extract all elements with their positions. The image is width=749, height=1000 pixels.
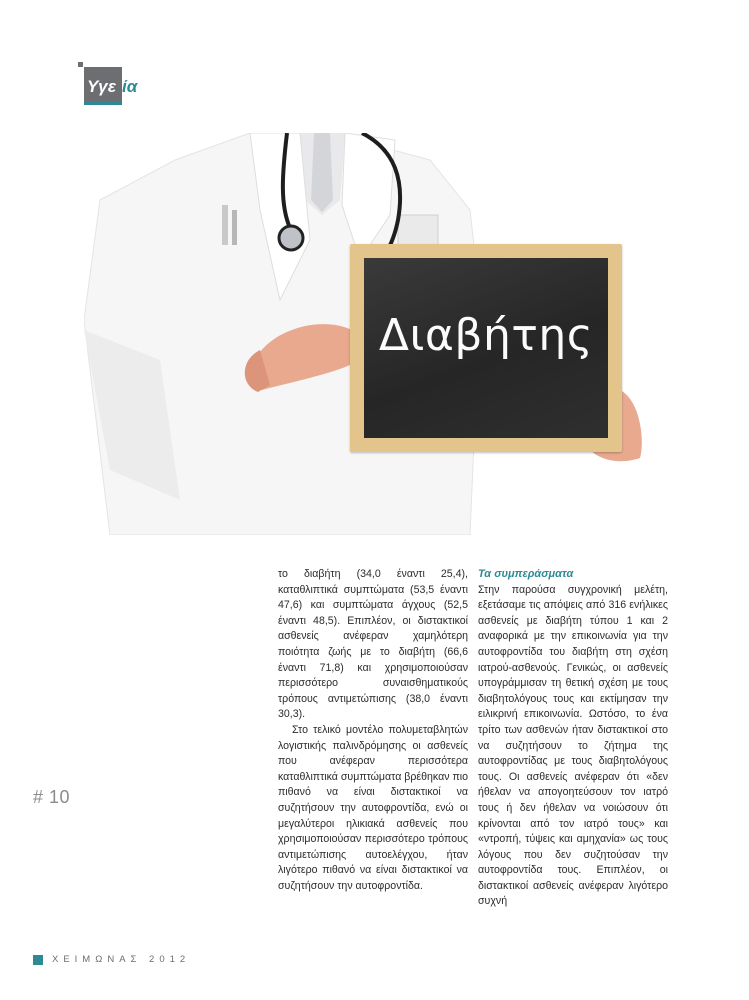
section-tag-tail: ία xyxy=(122,77,138,96)
footer-marker-square xyxy=(33,955,43,965)
section-tag: Υγε xyxy=(87,77,117,96)
article-column-1 xyxy=(278,567,468,894)
section-heading-conclusions: Τα συμπεράσματα xyxy=(478,568,574,580)
page-number: # 10 xyxy=(33,787,71,807)
footer-issue: ΧΕΙΜΩΝΑΣ 2012 xyxy=(52,954,191,965)
section-rule xyxy=(84,101,122,105)
column1-paragraph-1: το διαβήτη (34,0 έναντι 25,4), καταθλιπτικά συμπτώματα (53,5 έναντι 47,6) και συμπτώματα άγχους (52,5 έναντι 48,5). Επιπλέον, οι διστακτικοί ασθενείς ανέφεραν χαμηλότερη ποιότητα ζωής με το διαβήτη (66,6 έναντι 71,8) και χρησιμοποιούσαν περισσότερο συναισθηματικούς τρόπους αντιμετώπισης (38,0 έναντι 30,3). xyxy=(278,568,468,721)
column2-paragraph-1: Στην παρούσα συγχρονική μελέτη, εξετάσαμε τις απόψεις από 316 ενήλικες ασθενείς με διαβήτη τύπου 1 και 2 αναφορικά με την επικοινωνία για την αυτοφροντίδα του διαβήτη στη σχέση ιατρού-ασθενούς. Γενικώς, οι ασθενείς υπογράμμισαν τη θετική σχέση με τους διαβητολόγους τους και εκτίμησαν την ειλικρινή επικοινωνία. Ωστόσο, το ένα τρίτο των ασθενών ήταν διστακτικοί στο να συζητήσουν το ζήτημα της αυτοφροντίδας με τους διαβητολόγους τους. Οι ασθενείς ανέφεραν ότι «δεν ήθελαν να απογοητεύσουν τον ιατρό τους ή δεν ήθελαν να νοιώσουν ότι κρίνονται από τον ιατρό τους» και «ντροπή, τύψεις και αμηχανία» ως τους λόγους που δεν συζητούσαν την αυτοφροντίδα τους. Επιπλέον, οι διστακτικοί ασθενείς ανέφεραν λιγότερο συχνή xyxy=(478,583,668,908)
column1-paragraph-2: Στο τελικό μοντέλο πολυμεταβλητών λογιστικής παλινδρόμησης οι ασθενείς που ανέφεραν περισσότερα καταθλιπτικά συμπτώματα βρέθηκαν πιο πιθανό να είναι διστακτικοί να συζητήσουν την αυτοφροντίδα, ενώ οι μεγαλύτεροι ηλικιακά ασθενείς που χρησιμοποιούσαν περισσότερο τρόπους αντιμετώπισης αυτοελέγχου, ήταν λιγότερο πιθανό να είναι διστακτικοί να συζητήσουν την αυτοφροντίδα. xyxy=(278,723,468,892)
chalkboard-text: Διαβήτης xyxy=(378,310,594,361)
article-column-2 xyxy=(478,567,668,910)
section-marker-square xyxy=(78,62,83,67)
